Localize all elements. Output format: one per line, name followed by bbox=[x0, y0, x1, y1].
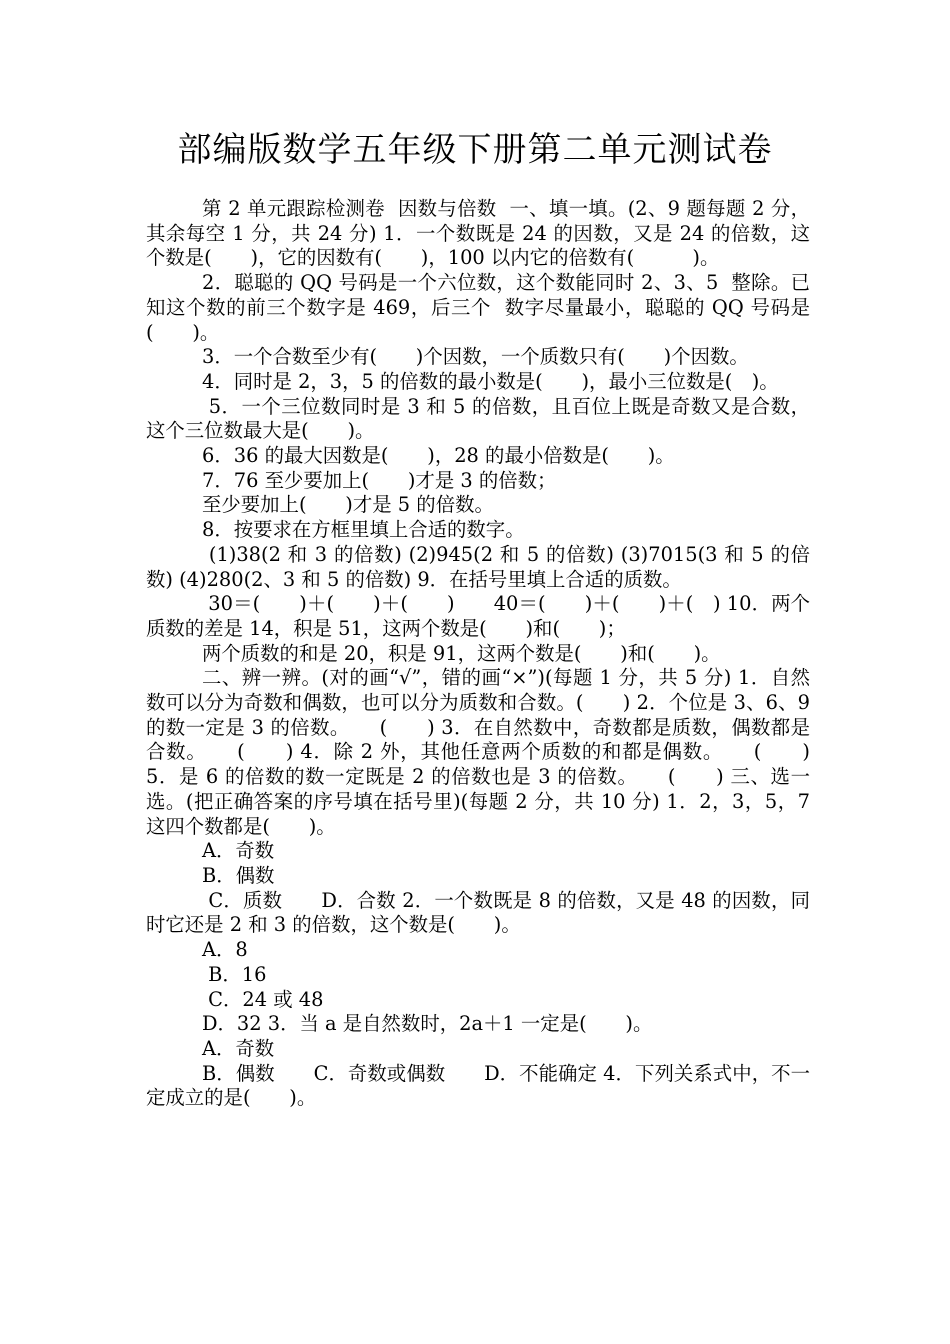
paragraph: D．32 3．当 a 是自然数时，2a＋1 一定是( )。 bbox=[202, 1012, 653, 1036]
paragraph: (1)38(2 和 3 的倍数) (2)945(2 和 5 的倍数) (3)7015(3 和 5 的倍数) (4)280(2、3 和 5 的倍数) 9．在括号里填上合适的质数。 bbox=[146, 542, 810, 591]
paragraph: 3．一个合数至少有( )个因数，一个质数只有( )个因数。 bbox=[202, 345, 749, 369]
paragraph: 7．76 至少要加上( )才是 3 的倍数； bbox=[202, 468, 557, 492]
paragraph: B．偶数 bbox=[202, 863, 275, 887]
paragraph: A．奇数 bbox=[202, 839, 275, 863]
paragraph: 6．36 的最大因数是( )，28 的最小倍数是( )。 bbox=[202, 444, 675, 468]
paragraph: B．16 bbox=[202, 962, 267, 986]
paragraph: 第 2 单元跟踪检测卷 因数与倍数 一、填一填。(2、9 题每题 2 分，其余每空 1 分，共 24 分) 1．一个数既是 24 的因数，又是 24 的倍数，这个数是( )，它的因数有( )，100 以内它的倍数有( )。 bbox=[146, 197, 810, 270]
document-body bbox=[146, 197, 817, 1111]
paragraph: B．偶数 C．奇数或偶数 D．不能确定 4．下列关系式中，不一定成立的是( )。 bbox=[146, 1061, 810, 1110]
paragraph: 8．按要求在方框里填上合适的数字。 bbox=[202, 518, 525, 542]
paragraph: 两个质数的和是 20，积是 91，这两个数是( )和( )。 bbox=[202, 641, 721, 665]
paragraph: 2．聪聪的 QQ 号码是一个六位数，这个数能同时 2、3、5 整除。已知这个数的前三个数字是 469，后三个 数字尽量最小，聪聪的 QQ 号码是( )。 bbox=[146, 271, 810, 344]
paragraph: C．质数 D．合数 2．一个数既是 8 的倍数，又是 48 的因数，同时它还是 2 和 3 的倍数，这个数是( )。 bbox=[146, 888, 810, 937]
paragraph: 二、辨一辨。(对的画“√”，错的画“×”)(每题 1 分，共 5 分) 1．自然数可以分为奇数和偶数，也可以分为质数和合数。( ) 2．个位是 3、6、9 的数一定是 3 的倍数。 ( ) 3．在自然数中，奇数都是质数，偶数都是合数。 ( ) 4．除 2 外，其他任意两个质数的和都是偶数。 ( ) 5．是 6 的倍数的数一定既是 2 的倍数也是 3 的倍数。 ( ) 三、选一选。(把正确答案的序号填在括号里)(每题 2 分，共 10 分) 1．2，3，5，7 这四个数都是( )。 bbox=[146, 666, 817, 838]
page-title: 部编版数学五年级下册第二单元测试卷 bbox=[177, 130, 773, 170]
paragraph: A．奇数 bbox=[202, 1036, 275, 1060]
paragraph: 至少要加上( )才是 5 的倍数。 bbox=[202, 493, 494, 517]
paragraph: 30＝( )＋( )＋( ) 40＝( )＋( )＋( ) 10．两个质数的差是 14，积是 51，这两个数是( )和( )； bbox=[146, 592, 810, 640]
paragraph: A．8 bbox=[202, 938, 248, 962]
paragraph: C．24 或 48 bbox=[202, 987, 324, 1011]
paragraph: 4．同时是 2，3，5 的倍数的最小数是( )，最小三位数是( )。 bbox=[202, 369, 779, 393]
paragraph: 5．一个三位数同时是 3 和 5 的倍数，且百位上既是奇数又是合数，这个三位数最大是( )。 bbox=[146, 394, 810, 443]
